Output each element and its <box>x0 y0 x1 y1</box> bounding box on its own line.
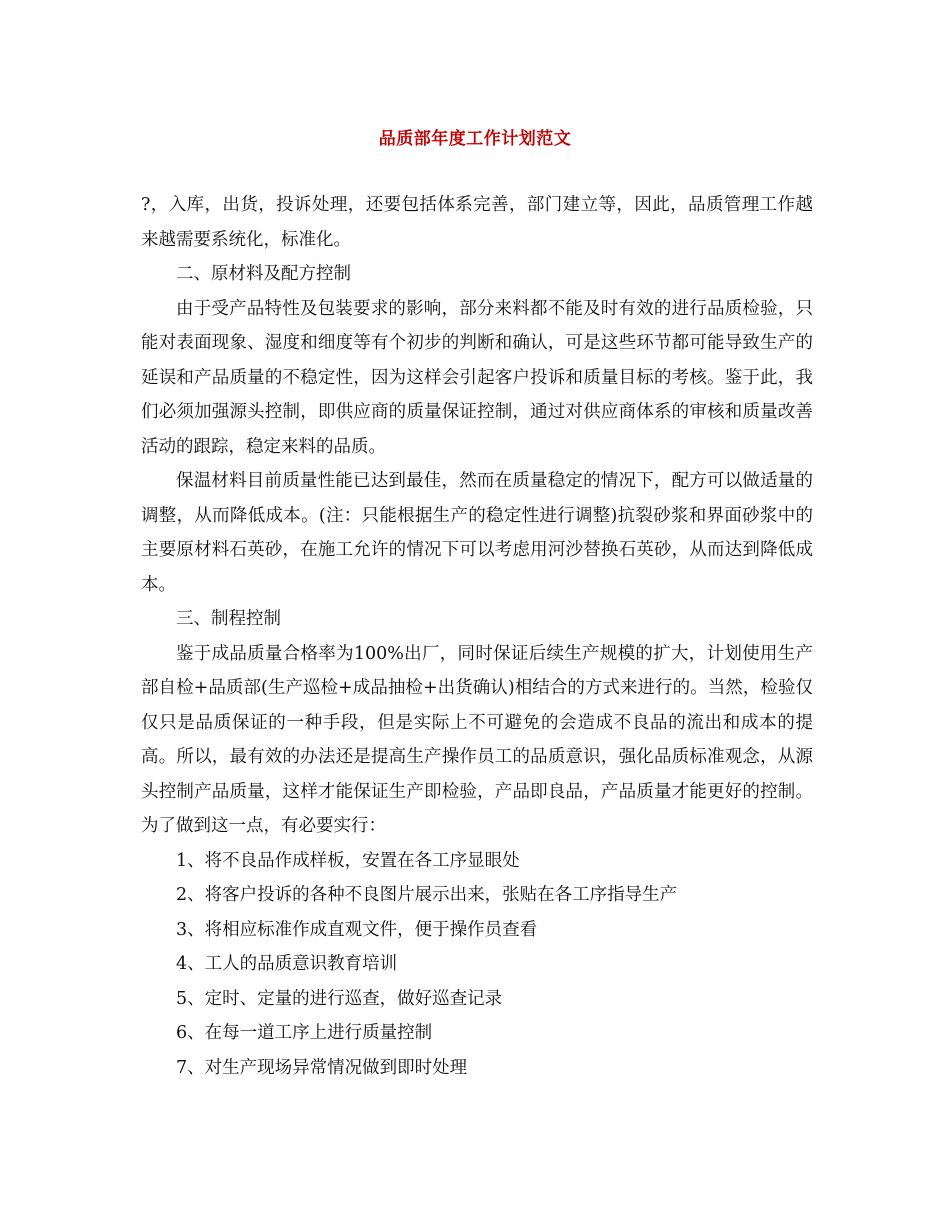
list-item: 2、将客户投诉的各种不良图片展示出来，张贴在各工序指导生产 <box>176 885 678 905</box>
paragraph-process-control: 鉴于成品质量合格率为100%出厂，同时保证后续生产规模的扩大，计划使用生产部自检+品质部(生产巡检+成品抽检+出货确认)相结合的方式来进行的。当然，检验仅仅只是品质保证的一种手段，但是实际上不可避免的会造成不良品的流出和成本的提高。所以，最有效的办法还是提高生产操作员工的品质意识，强化品质标准观念，从源头控制产品质量，这样才能保证生产即检验，产品即良品，产品质量才能更好的控制。为了做到这一点，有必要实行： <box>141 643 813 836</box>
paragraph-continuation: ?，入库，出货，投诉处理，还要包括体系完善，部门建立等，因此，品质管理工作越来越需要系统化，标准化。 <box>141 195 813 250</box>
list-item: 1、将不良品作成样板，安置在各工序显眼处 <box>176 850 520 871</box>
section-heading-process: 三、制程控制 <box>176 609 281 629</box>
list-item: 7、对生产现场异常情况做到即时处理 <box>176 1057 468 1078</box>
list-item: 4、工人的品质意识教育培训 <box>176 954 398 974</box>
list-item: 5、定时、定量的进行巡查，做好巡查记录 <box>176 988 503 1009</box>
document-title: 品质部年度工作计划范文 <box>378 129 572 149</box>
list-item: 6、在每一道工序上进行质量控制 <box>176 1023 433 1043</box>
section-heading-materials: 二、原材料及配方控制 <box>176 264 351 284</box>
document-body <box>141 188 813 1085</box>
paragraph-source-control: 由于受产品特性及包装要求的影响，部分来料都不能及时有效的进行品质检验，只能对表面现象、湿度和细度等有个初步的判断和确认，可是这些环节都可能导致生产的延误和产品质量的不稳定性，因为这样会引起客户投诉和质量目标的考核。鉴于此，我们必须加强源头控制，即供应商的质量保证控制，通过对供应商体系的审核和质量改善活动的跟踪，稳定来料的品质。 <box>141 298 813 457</box>
list-item: 3、将相应标准作成直观文件，便于操作员查看 <box>176 919 538 940</box>
paragraph-formula-adjustment: 保温材料目前质量性能已达到最佳，然而在质量稳定的情况下，配方可以做适量的调整，从而降低成本。(注：只能根据生产的稳定性进行调整)抗裂砂浆和界面砂浆中的主要原材料石英砂，在施工允许的情况下可以考虑用河沙替换石英砂，从而达到降低成本。 <box>141 471 813 595</box>
